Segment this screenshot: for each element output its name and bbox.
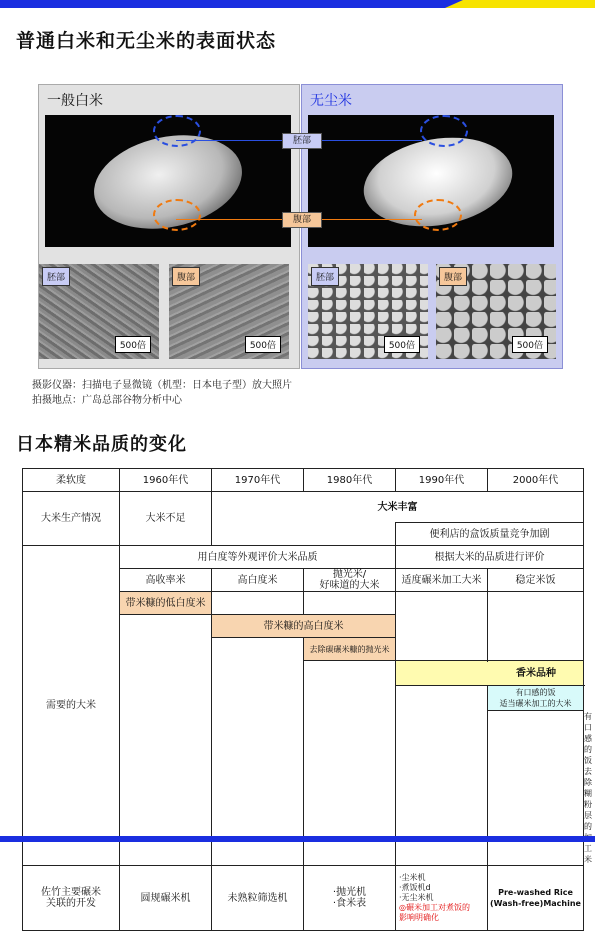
table-row: 有口感的饭 去除糊粉层的 工米: [23, 711, 584, 866]
bottom-accent-bar: [0, 836, 595, 842]
cell-dev-1980: ·抛光机 ·食米表: [304, 866, 396, 931]
cell-empty: [120, 615, 212, 866]
quality-change-table: [22, 468, 592, 931]
sem-ordinary-belly: [169, 264, 289, 359]
header-cell: 1990年代: [396, 469, 488, 492]
sem-wash-free-embryo: [308, 264, 428, 359]
cell-eval-whiteness: 用白度等外观评价大米品质: [120, 546, 396, 569]
header-cell: 1980年代: [304, 469, 396, 492]
cell-dev-2000: Pre-washed Rice (Wash-free)Machine: [488, 866, 584, 931]
cell-sub: 适度碾米加工大米: [396, 569, 488, 592]
embryo-marker-ordinary: [153, 115, 201, 147]
panel-title-wash-free: 无尘米: [310, 93, 352, 109]
cell-sub: 高白度米: [212, 569, 304, 592]
cell-empty: [212, 592, 304, 615]
micrograph-wash-free: [308, 115, 554, 247]
section-title: 日本精米品质的变化: [16, 434, 187, 455]
header-cell: 2000年代: [488, 469, 584, 492]
belly-marker-ordinary: [153, 199, 201, 231]
top-accent-stripe: [445, 0, 595, 8]
panel-title-ordinary: 一般白米: [47, 93, 103, 109]
embryo-tag: 胚部: [42, 267, 70, 286]
bar-high-white: 带米糠的高白度米: [212, 615, 396, 638]
cell-empty: [212, 638, 304, 866]
row-label-supply: 大米生产情况: [23, 492, 120, 546]
table-header-row: [23, 469, 584, 492]
dev-1990-highlight: ◎碾米加工对煮饭的 影响明确化: [399, 903, 470, 922]
header-cell: 柔软度: [23, 469, 120, 492]
caption-line-1: 摄影仪器：扫描电子显微镜（机型：日本电子型）放大照片: [32, 380, 292, 391]
sem-wash-free-belly: [436, 264, 556, 359]
scale-label: 500倍: [512, 336, 548, 353]
table-row: [23, 492, 584, 523]
belly-tag: 腹部: [172, 267, 200, 286]
cell-empty: [488, 711, 584, 866]
belly-tag: 腹部: [439, 267, 467, 286]
cell-supply-1960: 大米不足: [120, 492, 212, 546]
cell-eval-quality: 根据大米的品质进行评价: [396, 546, 584, 569]
cell-empty: [212, 523, 396, 546]
caption-line-2: 拍摄地点：广岛总部谷物分析中心: [32, 395, 182, 406]
scale-label: 500倍: [384, 336, 420, 353]
table-row: [23, 546, 584, 569]
embryo-center-label: 胚部: [282, 133, 322, 149]
bar-texture: 有口感的饭 适当碾米加工的大米: [488, 686, 584, 711]
dev-1990-list: ·尘米机 ·煮饭机d ·无尘米机: [399, 873, 434, 902]
cell-sub: 抛光米/ 好味道的大米: [304, 569, 396, 592]
cell-supply-abundant: 大米丰富: [212, 492, 584, 523]
embryo-tag: 胚部: [311, 267, 339, 286]
cell-dev-1970: 未熟粒筛选机: [212, 866, 304, 931]
cell-empty: [304, 592, 396, 615]
page-title: 普通白米和无尘米的表面状态: [16, 30, 277, 52]
header-cell: 1970年代: [212, 469, 304, 492]
cell-empty: [304, 661, 396, 866]
row-label-development: 佐竹主要碾米 关联的开发: [23, 866, 120, 931]
cell-sub: 稳定米饭: [488, 569, 584, 592]
belly-marker-wash-free: [414, 199, 462, 231]
belly-center-label: 腹部: [282, 212, 322, 228]
cell-empty: [488, 592, 584, 661]
scale-label: 500倍: [245, 336, 281, 353]
panel-ordinary-rice: [38, 84, 300, 369]
embryo-marker-wash-free: [420, 115, 468, 147]
bar-polish: 去除碳碾米糠的抛光米: [304, 638, 396, 661]
table-row: [23, 866, 584, 931]
bar-aroma: 香米品种: [396, 661, 584, 686]
cell-supply-convenience: 便利店的盒饭质量竞争加剧: [396, 523, 584, 546]
bar-low-white: 带米糠的低白度米: [120, 592, 212, 615]
panel-wash-free-rice: [301, 84, 563, 369]
cell-dev-1960: 圆规碾米机: [120, 866, 212, 931]
sem-ordinary-embryo: [39, 264, 159, 359]
scale-label: 500倍: [115, 336, 151, 353]
micrograph-ordinary: [45, 115, 291, 247]
header-cell: 1960年代: [120, 469, 212, 492]
cell-dev-1990: [396, 866, 488, 931]
row-label-demand: 需要的大米: [23, 546, 120, 866]
cell-empty: [396, 592, 488, 661]
cell-sub: 高收率米: [120, 569, 212, 592]
